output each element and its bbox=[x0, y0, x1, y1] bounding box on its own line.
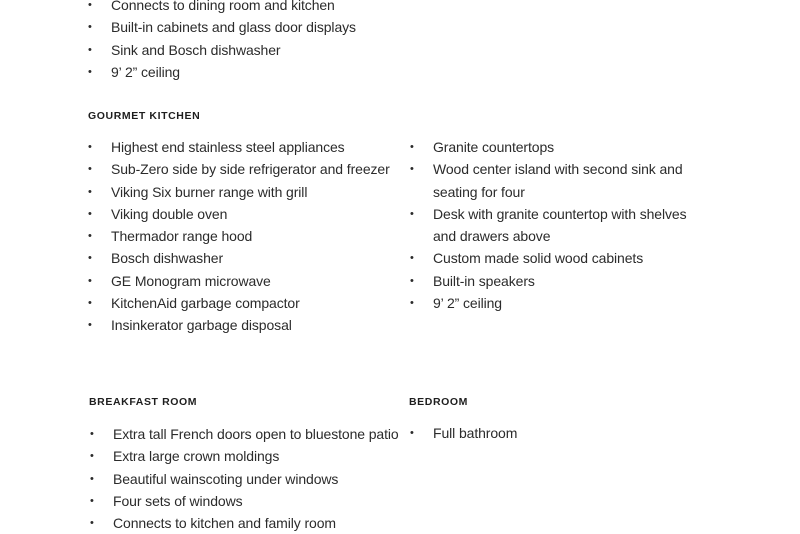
list-item bbox=[88, 292, 398, 314]
section-heading-breakfast-room: BREAKFAST ROOM bbox=[89, 396, 198, 408]
list-item-text: Four sets of windows bbox=[113, 492, 243, 509]
bullet-icon: • bbox=[88, 21, 92, 34]
list-item bbox=[410, 270, 710, 292]
list-item bbox=[410, 247, 710, 269]
bullet-icon: • bbox=[410, 274, 414, 287]
list-item bbox=[410, 203, 710, 248]
list-item-text: Viking Six burner range with grill bbox=[111, 183, 308, 200]
list-item bbox=[410, 422, 710, 444]
bullet-icon: • bbox=[88, 65, 92, 78]
list-item-text: Bosch dishwasher bbox=[111, 250, 224, 267]
list-item bbox=[88, 247, 398, 269]
section-heading-gourmet-kitchen: GOURMET KITCHEN bbox=[88, 110, 201, 122]
bullet-icon: • bbox=[90, 472, 94, 485]
list-item bbox=[88, 203, 398, 225]
list-item bbox=[90, 490, 405, 512]
list-item-text: GE Monogram microwave bbox=[111, 272, 271, 289]
gourmet-kitchen-right-column bbox=[410, 136, 710, 314]
bullet-icon: • bbox=[410, 141, 414, 153]
bedroom-column bbox=[410, 422, 710, 444]
bullet-icon: • bbox=[88, 252, 92, 265]
list-item bbox=[88, 225, 398, 247]
gourmet-kitchen-right-list bbox=[410, 136, 710, 314]
top-list bbox=[88, 0, 408, 83]
list-item bbox=[90, 423, 405, 445]
list-item-text: Desk with granite countertop with shelves and drawers above bbox=[433, 205, 687, 245]
list-item-text: Beautiful wainscoting under windows bbox=[113, 470, 339, 487]
list-item-text: Wood center island with second sink and seating for four bbox=[433, 161, 683, 200]
list-item bbox=[410, 292, 710, 314]
list-item bbox=[410, 136, 710, 158]
list-item bbox=[90, 512, 405, 534]
bullet-icon: • bbox=[410, 427, 414, 439]
bullet-icon: • bbox=[410, 207, 414, 220]
top-feature-list bbox=[88, 0, 408, 83]
bullet-icon: • bbox=[90, 517, 94, 530]
bullet-icon: • bbox=[88, 274, 92, 287]
bullet-icon: • bbox=[410, 163, 414, 176]
bullet-icon: • bbox=[88, 297, 92, 310]
list-item-text: Viking double oven bbox=[111, 205, 228, 222]
gourmet-kitchen-left-column bbox=[88, 136, 398, 337]
breakfast-room-column bbox=[90, 423, 405, 534]
list-item-text: KitchenAid garbage compactor bbox=[111, 295, 300, 312]
bullet-icon: • bbox=[90, 494, 94, 507]
list-item-text: Extra tall French doors open to bluestone patio bbox=[113, 426, 399, 442]
list-item-text: Connects to dining room and kitchen bbox=[111, 0, 335, 13]
list-item bbox=[88, 136, 398, 158]
list-item-text: Custom made solid wood cabinets bbox=[433, 250, 644, 267]
bullet-icon: • bbox=[88, 163, 92, 176]
bullet-icon: • bbox=[88, 0, 92, 11]
list-item-text: Sink and Bosch dishwasher bbox=[111, 41, 281, 58]
list-item bbox=[88, 16, 408, 38]
list-item-text: 9’ 2” ceiling bbox=[433, 295, 502, 312]
list-item bbox=[88, 181, 398, 203]
bullet-icon: • bbox=[88, 207, 92, 220]
bullet-icon: • bbox=[88, 141, 92, 153]
list-item bbox=[90, 468, 405, 490]
list-item-text: Full bathroom bbox=[433, 425, 518, 441]
bullet-icon: • bbox=[90, 428, 94, 440]
list-item-text: Connects to kitchen and family room bbox=[113, 515, 336, 532]
list-item-text: 9’ 2” ceiling bbox=[111, 63, 180, 80]
bullet-icon: • bbox=[410, 297, 414, 310]
list-item-text: Sub-Zero side by side refrigerator and freezer bbox=[111, 161, 390, 178]
list-item bbox=[88, 314, 398, 336]
gourmet-kitchen-left-list bbox=[88, 136, 398, 337]
list-item bbox=[88, 270, 398, 292]
list-item bbox=[90, 445, 405, 467]
bedroom-list bbox=[410, 422, 710, 444]
list-item-text: Built-in cabinets and glass door displays bbox=[111, 19, 356, 36]
section-heading-bedroom: BEDROOM bbox=[409, 396, 469, 408]
list-item bbox=[410, 158, 710, 203]
bullet-icon: • bbox=[88, 230, 92, 243]
list-item-text: Thermador range hood bbox=[111, 228, 253, 245]
list-item-text: Granite countertops bbox=[433, 139, 555, 155]
list-item-text: Highest end stainless steel appliances bbox=[111, 139, 345, 155]
bullet-icon: • bbox=[410, 252, 414, 265]
list-item-text: Extra large crown moldings bbox=[113, 448, 280, 465]
bullet-icon: • bbox=[88, 43, 92, 56]
bullet-icon: • bbox=[88, 319, 92, 332]
list-item bbox=[88, 0, 408, 16]
list-item-text: Insinkerator garbage disposal bbox=[111, 317, 292, 334]
list-item bbox=[88, 39, 408, 61]
list-item bbox=[88, 61, 408, 83]
list-item-text: Built-in speakers bbox=[433, 272, 535, 289]
list-item bbox=[88, 158, 398, 180]
bullet-icon: • bbox=[90, 450, 94, 463]
breakfast-room-list bbox=[90, 423, 405, 534]
bullet-icon: • bbox=[88, 185, 92, 198]
